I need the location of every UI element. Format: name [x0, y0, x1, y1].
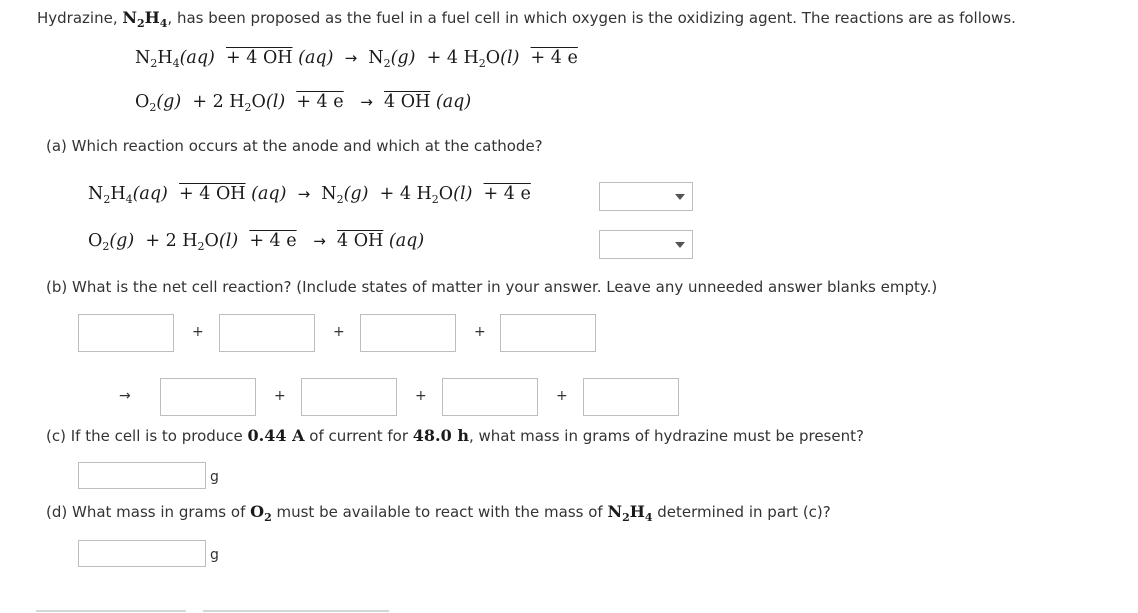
time-value: 48.0 h [412, 426, 469, 445]
product-input-1[interactable] [160, 378, 256, 416]
plus-sign: + [274, 388, 286, 404]
unit-label: g [210, 469, 219, 485]
part-d-question: (d) What mass in grams of $O_2$ must be available to react with the mass of $N_2H_4$ determined in part (c)? [46, 502, 831, 524]
plus-sign: + [474, 324, 486, 340]
product-input-3[interactable] [442, 378, 538, 416]
anode-cathode-select-2[interactable] [599, 230, 693, 259]
part-a-question: (a) Which reaction occurs at the anode and which at the cathode? [46, 137, 543, 155]
oxygen-formula: $O_2$ [250, 502, 272, 524]
anode-cathode-select-1[interactable] [599, 182, 693, 211]
product-input-4[interactable] [583, 378, 679, 416]
plus-sign: + [333, 324, 345, 340]
current-value: 0.44 A [247, 426, 305, 445]
part-a-reaction-1: $N_2H_4(aq) + 4$ OH $(aq) \to N_2(g) + 4$ $H_2O(l) + 4$ e [88, 184, 531, 206]
plus-sign: + [192, 324, 204, 340]
bottom-divider [203, 610, 389, 612]
hydrazine-mass-input[interactable] [78, 462, 206, 489]
reactant-input-1[interactable] [78, 314, 174, 352]
product-input-2[interactable] [301, 378, 397, 416]
oxygen-mass-input[interactable] [78, 540, 206, 567]
reaction-arrow: → [119, 388, 131, 404]
chevron-down-icon [675, 242, 685, 248]
bottom-divider [36, 610, 186, 612]
unit-label: g [210, 547, 219, 563]
chevron-down-icon [675, 194, 685, 200]
hydrazine-formula: $N_2H_4$ [122, 8, 168, 30]
reaction-2: $O_2(g) + 2$ $H_2O(l) + 4$ e → 4 OH (aq) [135, 92, 472, 114]
plus-sign: + [415, 388, 427, 404]
intro-text: Hydrazine, $N_2H_4$, has been proposed as the fuel in a fuel cell in which oxygen is the oxidizing agent. The reactions are as follows. [37, 8, 1016, 30]
part-a-reaction-2: $O_2(g) + 2$ $H_2O(l) + 4$ e → 4 OH (aq) [88, 231, 425, 253]
reactant-input-3[interactable] [360, 314, 456, 352]
plus-sign: + [556, 388, 568, 404]
reaction-1: $N_2H_4(aq) + 4$ OH $(aq) \to N_2(g) + 4$ $H_2O(l) + 4$ e [135, 48, 578, 70]
reactant-input-4[interactable] [500, 314, 596, 352]
reactant-input-2[interactable] [219, 314, 315, 352]
part-b-question: (b) What is the net cell reaction? (Include states of matter in your answer. Leave any unneeded answer blanks empty.) [46, 278, 938, 296]
hydrazine-formula: $N_2H_4$ [607, 502, 653, 524]
part-c-question: (c) If the cell is to produce 0.44 A of current for 48.0 h, what mass in grams of hydrazine must be present? [46, 426, 864, 445]
